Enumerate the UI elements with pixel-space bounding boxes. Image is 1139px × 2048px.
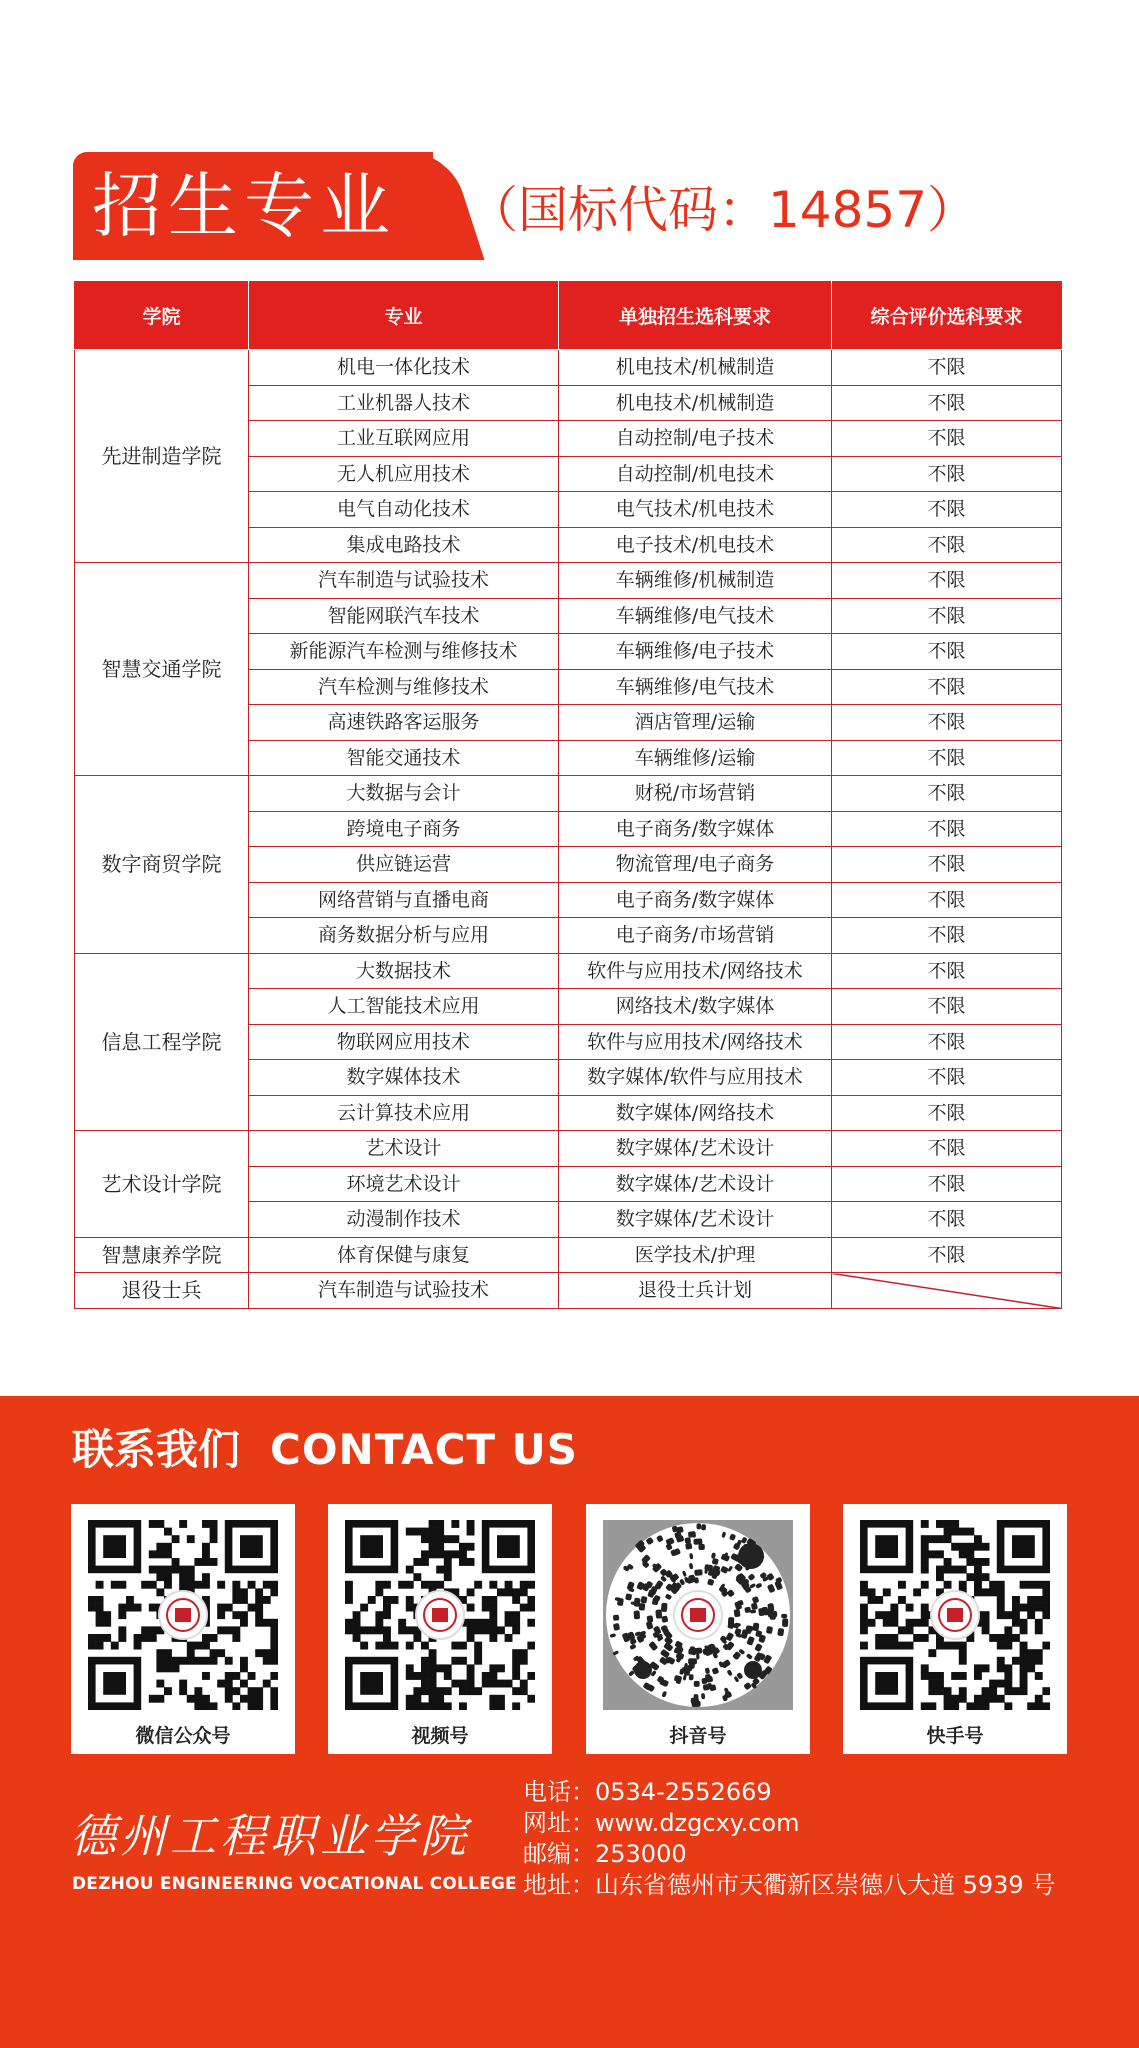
contact-title — [72, 1420, 578, 1480]
single-requirement-cell: 电子商务/数字媒体 — [559, 811, 832, 847]
comprehensive-requirement-cell: 不限 — [832, 1131, 1062, 1167]
empty-diagonal-cell — [832, 1273, 1062, 1309]
college-cell: 先进制造学院 — [75, 350, 249, 563]
table-header-cell: 单独招生选科要求 — [559, 281, 832, 350]
major-cell: 跨境电子商务 — [249, 811, 559, 847]
major-cell: 动漫制作技术 — [249, 1202, 559, 1238]
college-logo-english: DEZHOU ENGINEERING VOCATIONAL COLLEGE — [72, 1874, 517, 1894]
table-row — [75, 1237, 1062, 1273]
table-row — [75, 350, 1062, 386]
contact-info-value[interactable]: www.dzgcxy.com — [595, 1809, 800, 1837]
college-cell: 智慧交通学院 — [75, 563, 249, 776]
table-header-row — [75, 281, 1062, 350]
single-requirement-cell: 酒店管理/运输 — [559, 705, 832, 741]
comprehensive-requirement-cell: 不限 — [832, 634, 1062, 670]
single-requirement-cell: 车辆维修/机械制造 — [559, 563, 832, 599]
national-code: （国标代码：14857） — [468, 181, 978, 239]
comprehensive-requirement-cell: 不限 — [832, 1237, 1062, 1273]
single-requirement-cell: 物流管理/电子商务 — [559, 847, 832, 883]
major-cell: 无人机应用技术 — [249, 456, 559, 492]
contact-info-value: 253000 — [595, 1840, 687, 1868]
contact-info-line — [523, 1808, 1055, 1839]
single-requirement-cell: 车辆维修/运输 — [559, 740, 832, 776]
single-requirement-cell: 数字媒体/软件与应用技术 — [559, 1060, 832, 1096]
comprehensive-requirement-cell: 不限 — [832, 847, 1062, 883]
contact-info-line — [523, 1870, 1055, 1901]
single-requirement-cell: 自动控制/电子技术 — [559, 421, 832, 457]
contact-title-cn: 联系我们 — [72, 1425, 241, 1474]
major-cell: 云计算技术应用 — [249, 1095, 559, 1131]
major-cell: 艺术设计 — [249, 1131, 559, 1167]
table-header-cell: 专业 — [249, 281, 559, 350]
table-header-cell: 综合评价选科要求 — [832, 281, 1062, 350]
single-requirement-cell: 自动控制/机电技术 — [559, 456, 832, 492]
single-requirement-cell: 财税/市场营销 — [559, 776, 832, 812]
major-cell: 电气自动化技术 — [249, 492, 559, 528]
major-cell: 新能源汽车检测与维修技术 — [249, 634, 559, 670]
college-cell: 退役士兵 — [75, 1273, 249, 1309]
major-cell: 智能交通技术 — [249, 740, 559, 776]
major-cell: 工业互联网应用 — [249, 421, 559, 457]
comprehensive-requirement-cell: 不限 — [832, 1060, 1062, 1096]
comprehensive-requirement-cell: 不限 — [832, 421, 1062, 457]
single-requirement-cell: 数字媒体/网络技术 — [559, 1095, 832, 1131]
comprehensive-requirement-cell: 不限 — [832, 882, 1062, 918]
comprehensive-requirement-cell: 不限 — [832, 1024, 1062, 1060]
table-row — [75, 1131, 1062, 1167]
contact-info-line — [523, 1839, 1055, 1870]
major-cell: 工业机器人技术 — [249, 385, 559, 421]
major-cell: 集成电路技术 — [249, 527, 559, 563]
comprehensive-requirement-cell: 不限 — [832, 669, 1062, 705]
single-requirement-cell: 车辆维修/电子技术 — [559, 634, 832, 670]
major-cell: 体育保健与康复 — [249, 1237, 559, 1273]
contact-info-line — [523, 1777, 1055, 1808]
single-requirement-cell: 电子商务/数字媒体 — [559, 882, 832, 918]
major-cell: 供应链运营 — [249, 847, 559, 883]
single-requirement-cell: 机电技术/机械制造 — [559, 385, 832, 421]
contact-info-label: 邮编： — [523, 1840, 595, 1868]
contact-info-label: 电话： — [523, 1778, 595, 1806]
table-row — [75, 776, 1062, 812]
single-requirement-cell: 医学技术/护理 — [559, 1237, 832, 1273]
majors-table — [74, 281, 1062, 1309]
college-cell: 信息工程学院 — [75, 953, 249, 1131]
major-cell: 大数据与会计 — [249, 776, 559, 812]
major-cell: 商务数据分析与应用 — [249, 918, 559, 954]
contact-info-label: 网址： — [523, 1809, 595, 1837]
single-requirement-cell: 数字媒体/艺术设计 — [559, 1131, 832, 1167]
single-requirement-cell: 网络技术/数字媒体 — [559, 989, 832, 1025]
qr-card[interactable] — [843, 1504, 1067, 1754]
comprehensive-requirement-cell: 不限 — [832, 350, 1062, 386]
qr-card[interactable] — [71, 1504, 295, 1754]
contact-info-label: 地址： — [523, 1871, 595, 1899]
comprehensive-requirement-cell: 不限 — [832, 776, 1062, 812]
table-row — [75, 953, 1062, 989]
qr-card[interactable] — [586, 1504, 810, 1754]
comprehensive-requirement-cell: 不限 — [832, 953, 1062, 989]
major-cell: 智能网联汽车技术 — [249, 598, 559, 634]
comprehensive-requirement-cell: 不限 — [832, 1202, 1062, 1238]
contact-info-value: 山东省德州市天衢新区崇德八大道 5939 号 — [595, 1871, 1056, 1899]
comprehensive-requirement-cell: 不限 — [832, 456, 1062, 492]
single-requirement-cell: 软件与应用技术/网络技术 — [559, 1024, 832, 1060]
comprehensive-requirement-cell: 不限 — [832, 740, 1062, 776]
comprehensive-requirement-cell: 不限 — [832, 1166, 1062, 1202]
comprehensive-requirement-cell: 不限 — [832, 563, 1062, 599]
college-logo-calligraphy: 德州工程职业学院 — [70, 1809, 470, 1863]
major-cell: 物联网应用技术 — [249, 1024, 559, 1060]
comprehensive-requirement-cell: 不限 — [832, 598, 1062, 634]
qr-card[interactable] — [328, 1504, 552, 1754]
qr-code-icon — [88, 1520, 278, 1710]
comprehensive-requirement-cell: 不限 — [832, 989, 1062, 1025]
major-cell: 汽车检测与维修技术 — [249, 669, 559, 705]
major-cell: 汽车制造与试验技术 — [249, 1273, 559, 1309]
comprehensive-requirement-cell: 不限 — [832, 918, 1062, 954]
college-cell: 数字商贸学院 — [75, 776, 249, 954]
major-cell: 高速铁路客运服务 — [249, 705, 559, 741]
table-row — [75, 1273, 1062, 1309]
single-requirement-cell: 数字媒体/艺术设计 — [559, 1166, 832, 1202]
single-requirement-cell: 电子商务/市场营销 — [559, 918, 832, 954]
qr-label: 快手号 — [926, 1725, 984, 1747]
qr-code-icon — [860, 1520, 1050, 1710]
single-requirement-cell: 电子技术/机电技术 — [559, 527, 832, 563]
single-requirement-cell: 电气技术/机电技术 — [559, 492, 832, 528]
single-requirement-cell: 车辆维修/电气技术 — [559, 669, 832, 705]
qr-code-icon — [345, 1520, 535, 1710]
contact-info — [523, 1777, 1055, 1901]
major-cell: 机电一体化技术 — [249, 350, 559, 386]
major-cell: 汽车制造与试验技术 — [249, 563, 559, 599]
major-cell: 环境艺术设计 — [249, 1166, 559, 1202]
table-header-cell: 学院 — [75, 281, 249, 350]
college-cell: 艺术设计学院 — [75, 1131, 249, 1238]
major-cell: 数字媒体技术 — [249, 1060, 559, 1096]
qr-label: 视频号 — [411, 1725, 469, 1747]
contact-title-en: CONTACT US — [270, 1425, 579, 1474]
comprehensive-requirement-cell: 不限 — [832, 527, 1062, 563]
douyin-code-icon — [603, 1520, 793, 1710]
major-cell: 网络营销与直播电商 — [249, 882, 559, 918]
table-row — [75, 563, 1062, 599]
qr-label: 微信公众号 — [135, 1725, 231, 1747]
college-cell: 智慧康养学院 — [75, 1237, 249, 1273]
major-cell: 人工智能技术应用 — [249, 989, 559, 1025]
comprehensive-requirement-cell: 不限 — [832, 492, 1062, 528]
contact-info-value: 0534-2552669 — [595, 1778, 772, 1806]
comprehensive-requirement-cell: 不限 — [832, 1095, 1062, 1131]
qr-label: 抖音号 — [669, 1725, 727, 1747]
comprehensive-requirement-cell: 不限 — [832, 385, 1062, 421]
single-requirement-cell: 车辆维修/电气技术 — [559, 598, 832, 634]
single-requirement-cell: 软件与应用技术/网络技术 — [559, 953, 832, 989]
comprehensive-requirement-cell: 不限 — [832, 811, 1062, 847]
comprehensive-requirement-cell: 不限 — [832, 705, 1062, 741]
single-requirement-cell: 退役士兵计划 — [559, 1273, 832, 1309]
single-requirement-cell: 数字媒体/艺术设计 — [559, 1202, 832, 1238]
single-requirement-cell: 机电技术/机械制造 — [559, 350, 832, 386]
page-title: 招生专业 — [92, 165, 396, 247]
major-cell: 大数据技术 — [249, 953, 559, 989]
